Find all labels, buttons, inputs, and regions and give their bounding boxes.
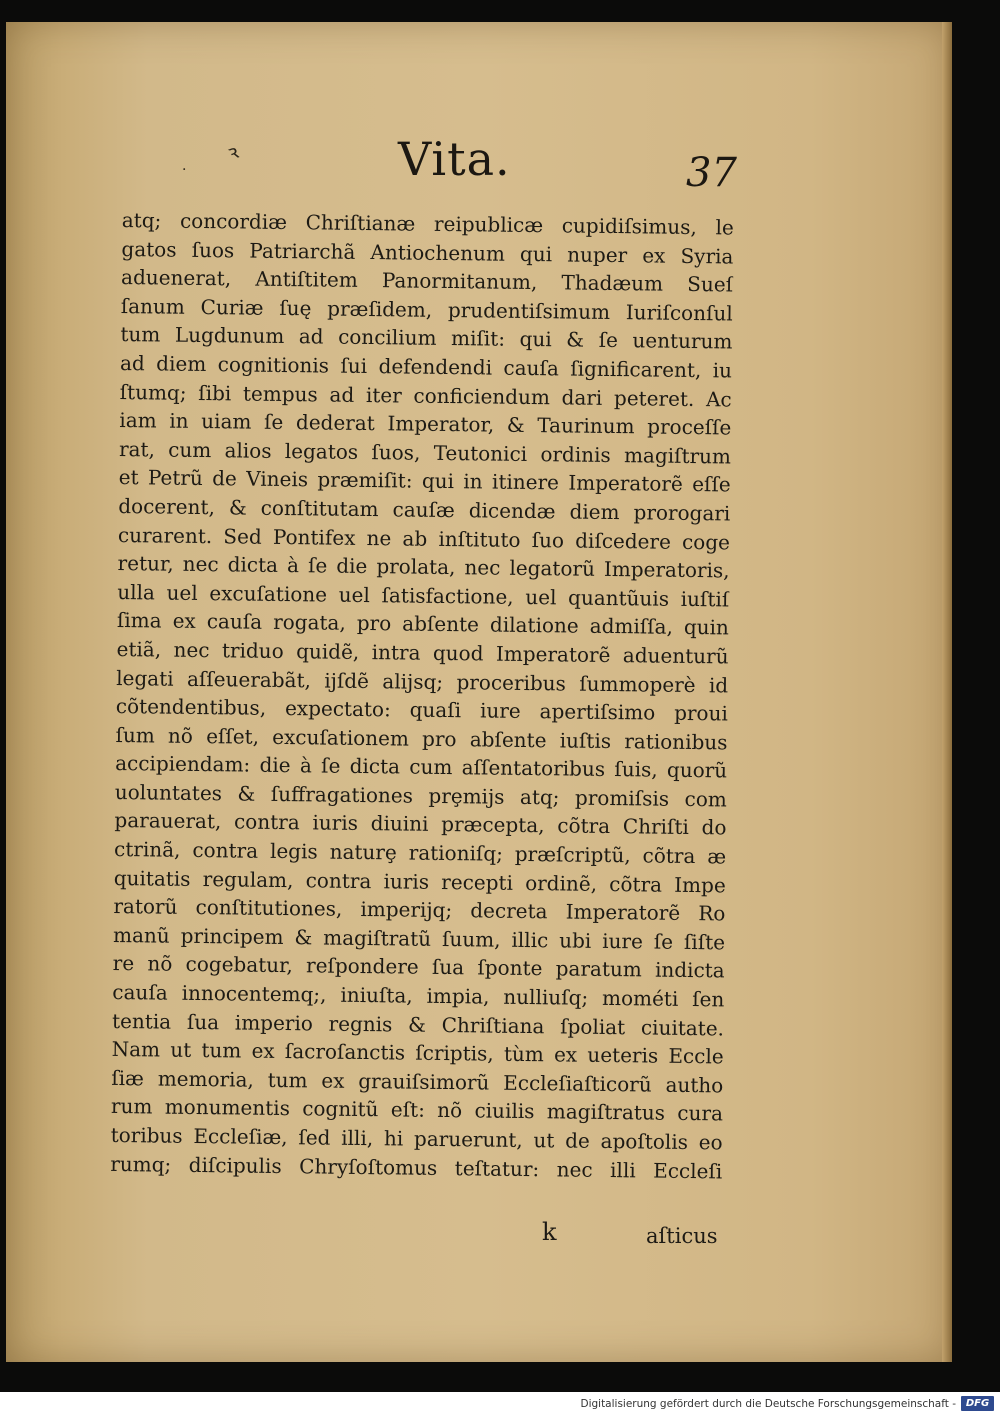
running-head: Vita.	[398, 132, 511, 186]
funding-credit: Digitalisierung gefördert durch die Deutsche Forschungsgemeinschaft -	[580, 1398, 956, 1410]
text-line: ad diem cognitionis ſui defendendi cauſa ſignificarent, iu	[119, 350, 733, 383]
text-line: legati aſſeuerabãt, ijſdẽ alijsq; proceribus ſummoperè id	[116, 665, 729, 697]
text-line: docerent, & conſtitutam cauſæ dicendæ diem prorogari	[118, 493, 731, 526]
text-line: ſtumq; ſibi tempus ad iter conficiendum dari peteret. Ac	[119, 379, 732, 412]
text-line: quitatis regulam, contra iuris recepti ordinẽ, cõtra Impe	[113, 865, 726, 898]
text-line: tentia ſua imperio regnis & Chriſtiana ſpoliat ciuitate.	[111, 1008, 725, 1041]
text-line: re nõ cogebatur, reſpondere ſua ſponte paratum indicta	[112, 951, 725, 983]
text-line: retur, nec dicta à ſe die prolata, nec legatorũ Imperatoris,	[117, 551, 730, 583]
page-edge	[942, 22, 952, 1362]
text-line: toribus Eccleſiæ, ſed illi, hi paruerunt, ut de apoſtolis eo	[110, 1122, 723, 1155]
head-ornament: ꝛ	[224, 139, 242, 165]
text-line: cauſa innocentemq;, iniuſta, impia, nulliuſq; mométi ſen	[112, 979, 725, 1012]
text-line: ſiæ memoria, tum ex grauiſsimorũ Eccleſiaſticorũ autho	[111, 1065, 724, 1098]
page-number: 37	[686, 150, 737, 196]
text-line: ulla uel excuſatione uel ſatisfactione, uel quantũuis iuſtiſ	[117, 579, 730, 612]
text-line: parauerat, contra iuris diuini præcepta, cõtra Chriſti do	[114, 808, 727, 840]
text-line: ſima ex cauſa rogata, pro abſente dilatione admiſſa, quin	[116, 608, 730, 640]
text-line: aduenerat, Antiſtitem Panormitanum, Thadæum Sueſ	[120, 265, 734, 297]
text-line: curarent. Sed Pontifex ne ab inſtituto ſuo diſcedere coge	[117, 522, 731, 554]
signature-mark: k	[542, 1218, 557, 1246]
text-line: manũ principem & magiſtratũ ſuum, illic ubi iure ſe ſiſte	[112, 922, 726, 955]
text-line: etiã, nec triduo quidẽ, intra quod Imperatorẽ aduenturũ	[116, 636, 729, 669]
text-line: cõtendentibus, expectato: quaſi iure apertiſsimo proui	[115, 694, 728, 726]
text-line: tum Lugdunum ad concilium miſit: qui & ſe uenturum	[120, 322, 733, 354]
text-line: rat, cum alios legatos ſuos, Teutonici ordinis magiſtrum	[118, 436, 732, 469]
text-line: ctrinã, contra legis naturȩ rationiſq; præſcriptũ, cõtra æ	[113, 837, 727, 869]
text-line: atq; concordiæ Chriſtianæ reipublicæ cupidiſsimus, le	[121, 207, 734, 240]
edge-mark: ·	[182, 162, 187, 178]
text-line: accipiendam: die à ſe dicta cum aſſentatoribus ſuis, quorũ	[115, 751, 728, 783]
text-line: gatos ſuos Patriarchã Antiochenum qui nuper ex Syria	[121, 236, 734, 269]
body-text	[110, 206, 734, 1186]
dfg-logo: DFG	[961, 1396, 994, 1411]
footer-bar	[0, 1392, 1000, 1417]
text-line: rum monumentis cognitũ eſt: nõ ciuilis magiſtratus cura	[110, 1094, 724, 1126]
catchword: aſticus	[646, 1224, 718, 1248]
text-line: ſanum Curiæ ſuę præſidem, prudentiſsimum Iuriſconſul	[120, 293, 733, 326]
text-line: uoluntates & ſuffragationes prȩmijs atq; promiſsis com	[114, 779, 727, 812]
text-line: ſum nõ eſſet, excuſationem pro abſente iuſtis rationibus	[115, 722, 728, 755]
text-line: ratorũ conſtitutiones, imperijq; decreta Imperatorẽ Ro	[113, 894, 726, 926]
text-line: et Petrũ de Vineis præmiſit: qui in itinere Imperatorẽ eſſe	[118, 465, 731, 497]
text-line: Nam ut tum ex ſacroſanctis ſcriptis, tùm ex ueteris Eccle	[111, 1037, 724, 1069]
text-line: rumq; diſcipulis Chryſoſtomus teſtatur: nec illi Eccleſi	[110, 1151, 723, 1183]
book-page	[6, 22, 952, 1362]
text-line: iam in uiam ſe dederat Imperator, & Taurinum proceſſe	[119, 408, 732, 440]
